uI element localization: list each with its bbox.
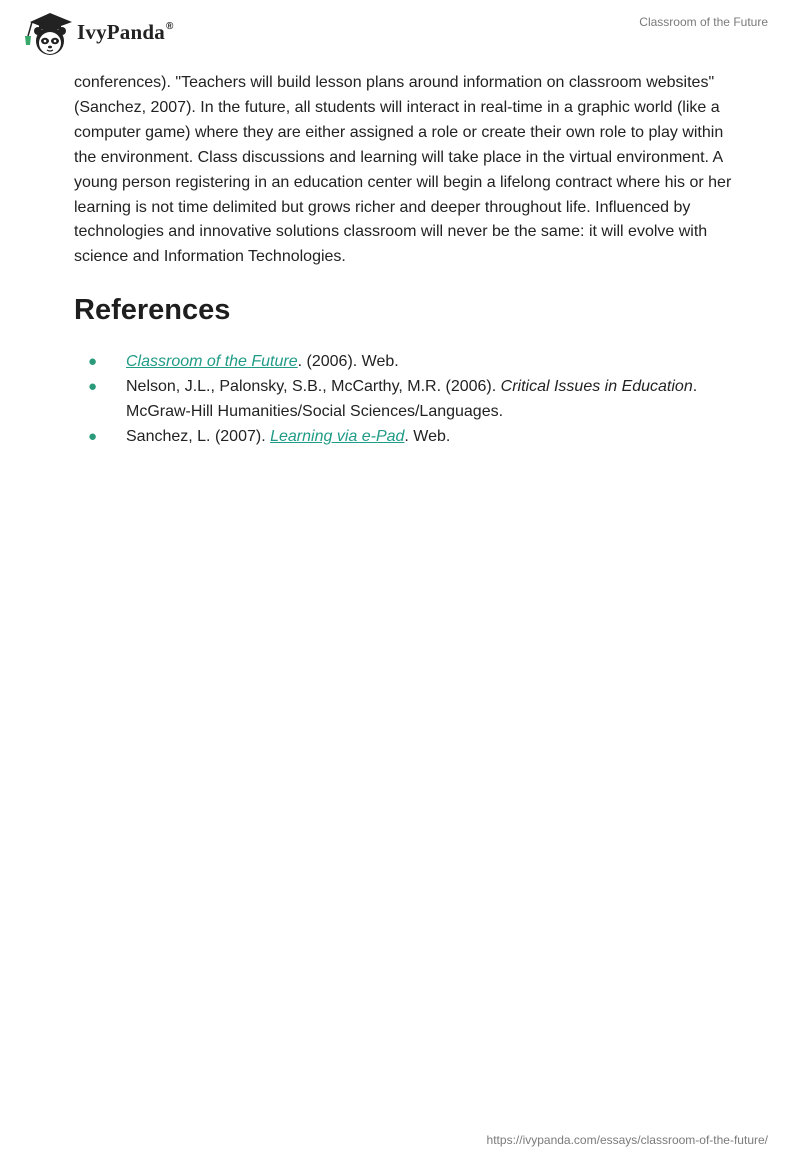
reference-item xyxy=(74,374,734,424)
panda-graduate-logo-icon[interactable] xyxy=(16,8,80,58)
page-header xyxy=(0,0,800,64)
footer-url[interactable]: https://ivypanda.com/essays/classroom-of-the-future/ xyxy=(486,1133,768,1147)
reference-link-learning-via-e-pad[interactable]: Learning via e-Pad xyxy=(270,428,405,446)
brand-text: IvyPanda xyxy=(77,20,165,44)
document-title: Classroom of the Future xyxy=(639,15,768,29)
reference-authors: Nelson, J.L., Palonsky, S.B., McCarthy, M.R. (2006). xyxy=(126,378,501,396)
registered-mark: ® xyxy=(165,21,174,32)
reference-link-classroom-of-the-future[interactable]: Classroom of the Future xyxy=(126,353,298,371)
bullet-icon: ● xyxy=(88,378,98,396)
reference-authors: Sanchez, L. (2007). xyxy=(126,428,271,446)
bullet-icon: ● xyxy=(88,428,98,446)
references-list xyxy=(74,349,734,449)
reference-title: Critical Issues in Education xyxy=(500,378,693,396)
reference-details: . McGraw-Hill Humanities/Social Sciences/Languages. xyxy=(126,378,698,421)
bullet-icon: ● xyxy=(88,353,98,371)
references-heading: References xyxy=(74,294,231,327)
body-paragraph: conferences). "Teachers will build lesson plans around information on classroom websites" (Sanchez, 2007). In the future, all students will interact in real-time in a graphic world (like a computer game) where they are either assigned a role or create their own role to play within the environment. Class discussions and learning will take place in the virtual environment. A young person registering in an education center will begin a lifelong contract where his or her learning is not time delimited but grows richer and deeper throughout life. Influenced by technologies and innovative solutions classroom will never be the same: it will evolve with science and Information Technologies. xyxy=(74,74,732,266)
reference-item xyxy=(74,349,734,374)
reference-item xyxy=(74,424,734,449)
brand-name[interactable] xyxy=(77,20,174,45)
reference-details: . Web. xyxy=(404,428,451,446)
essay-content xyxy=(74,71,734,449)
reference-details: . (2006). Web. xyxy=(297,353,399,371)
